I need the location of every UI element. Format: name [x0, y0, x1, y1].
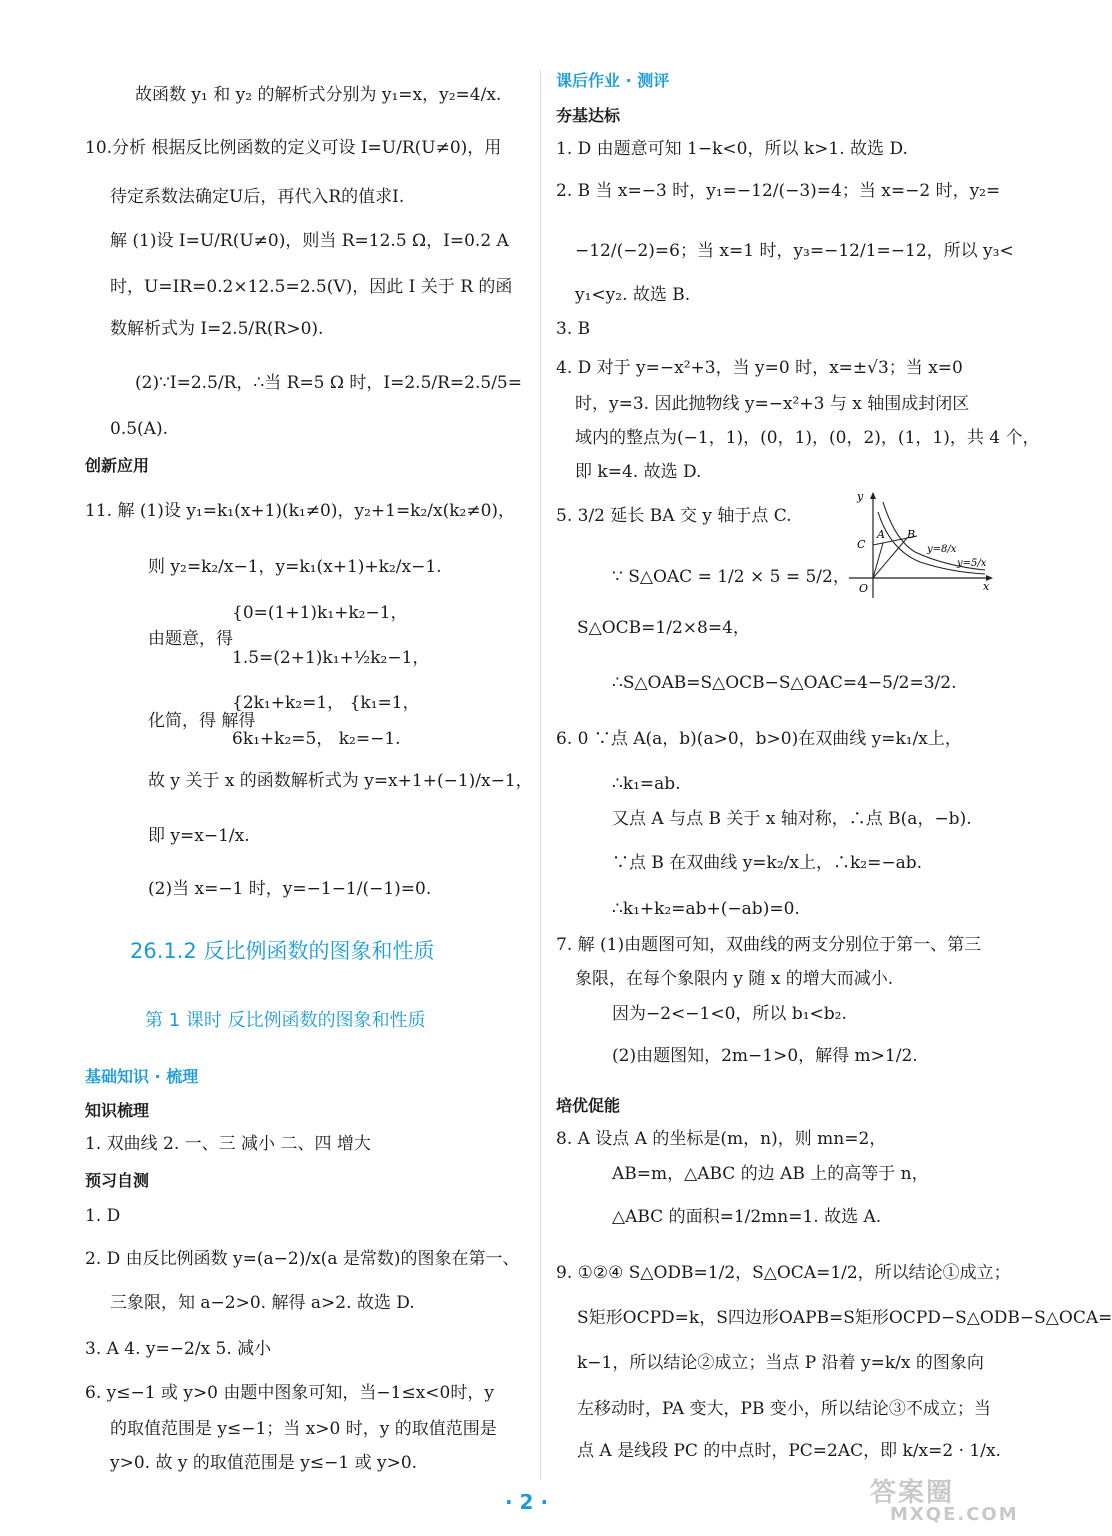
right-line: 左移动时，PA 变大，PB 变小，所以结论③不成立；当 — [577, 1399, 991, 1419]
left-line: y>0. 故 y 的取值范围是 y≤−1 或 y>0. — [110, 1453, 418, 1473]
right-line: ∴k₁=ab. — [612, 774, 681, 794]
right-line: 6. 0 ∵点 A(a，b)(a>0，b>0)在双曲线 y=k₁/x上， — [556, 729, 962, 749]
left-line: (2)当 x=−1 时，y=−1−1/(−1)=0. — [148, 879, 432, 899]
right-line: 8. A 设点 A 的坐标是(m，n)，则 mn=2， — [556, 1129, 887, 1149]
graph-label-b: B — [907, 528, 916, 541]
right-line: 9. ①②④ S△ODB=1/2，S△OCA=1/2，所以结论①成立； — [556, 1263, 1011, 1283]
graph-label-a: A — [877, 528, 885, 541]
right-line: 4. D 对于 y=−x²+3，当 y=0 时，x=±√3；当 x=0 — [556, 358, 963, 378]
right-line: S△OCB=1/2×8=4， — [577, 618, 750, 638]
hyperbola-figure — [845, 490, 995, 600]
right-line: 3. B — [556, 319, 591, 339]
left-line: 待定系数法确定U后，再代入R的值求I. — [110, 187, 405, 207]
left-line: 则 y₂=k₂/x−1，y=k₁(x+1)+k₂/x−1. — [148, 557, 442, 577]
left-line: 26.1.2 反比例函数的图象和性质 — [130, 939, 435, 963]
right-line: 夯基达标 — [556, 106, 621, 125]
left-line: 故函数 y₁ 和 y₂ 的解析式分别为 y₁=x，y₂=4/x. — [135, 85, 502, 105]
right-line: y₁<y₂. 故选 B. — [575, 285, 691, 305]
left-line: {2k₁+k₂=1， {k₁=1， — [232, 693, 420, 713]
left-line: 1. D — [85, 1206, 121, 1226]
right-line: 2. B 当 x=−3 时，y₁=−12/(−3)=4；当 x=−2 时，y₂= — [556, 181, 1001, 201]
right-line: ∴k₁+k₂=ab+(−ab)=0. — [612, 899, 800, 919]
graph-label-8x: y=8/x — [927, 544, 957, 555]
left-line: 6k₁+k₂=5， k₂=−1. — [232, 729, 401, 749]
left-line: 解 (1)设 I=U/R(U≠0)，则当 R=12.5 Ω，I=0.2 A — [110, 231, 509, 251]
left-line: 0.5(A). — [110, 419, 168, 439]
left-line: 1. 双曲线 2. 一、三 减小 二、四 增大 — [85, 1134, 371, 1154]
right-line: (2)由题图知，2m−1>0，解得 m>1/2. — [612, 1046, 918, 1066]
right-line: 7. 解 (1)由题图可知，双曲线的两支分别位于第一、第三 — [556, 935, 982, 955]
left-line: 预习自测 — [85, 1171, 150, 1190]
left-line: 即 y=x−1/x. — [148, 826, 250, 846]
left-line: 创新应用 — [85, 456, 150, 475]
left-line: {0=(1+1)k₁+k₂−1， — [232, 603, 408, 623]
left-line: 1.5=(2+1)k₁+½k₂−1， — [232, 648, 430, 668]
right-line: △ABC 的面积=1/2mn=1. 故选 A. — [612, 1207, 882, 1227]
left-line: (2)∵I=2.5/R，∴当 R=5 Ω 时，I=2.5/R=2.5/5= — [135, 373, 522, 393]
right-line: 1. D 由题意可知 1−k<0，所以 k>1. 故选 D. — [556, 139, 908, 159]
right-line: ∵点 B 在双曲线 y=k₂/x上，∴k₂=−ab. — [612, 853, 923, 873]
left-line: 由题意，得 — [148, 629, 233, 649]
left-line: 的取值范围是 y≤−1；当 x>0 时，y 的取值范围是 — [110, 1419, 497, 1439]
graph-label-5x: y=5/x — [957, 558, 987, 569]
watermark-logo — [870, 1480, 1030, 1530]
right-line: 5. 3/2 延长 BA 交 y 轴于点 C. — [556, 506, 792, 526]
right-line: 即 k=4. 故选 D. — [575, 462, 702, 482]
right-line: ∵ S△OAC = 1/2 × 5 = 5/2， — [612, 567, 850, 587]
right-line: 点 A 是线段 PC 的中点时，PC=2AC，即 k/x=2 · 1/x. — [577, 1441, 1001, 1461]
left-line: 10.分析 根据反比例函数的定义可设 I=U/R(U≠0)，用 — [85, 138, 502, 158]
right-line: k−1，所以结论②成立；当点 P 沿着 y=k/x 的图象向 — [577, 1353, 984, 1373]
right-line: S矩形OCPD=k，S四边形OAPB=S矩形OCPD−S△ODB−S△OCA= — [577, 1308, 1112, 1328]
right-line: 培优促能 — [556, 1096, 621, 1115]
right-line: 时，y=3. 因此抛物线 y=−x²+3 与 x 轴围成封闭区 — [575, 394, 970, 414]
left-line: 第 1 课时 反比例函数的图象和性质 — [145, 1010, 426, 1031]
left-line: 知识梳理 — [85, 1101, 150, 1120]
right-line: 域内的整点为(−1，1)，(0，1)，(0，2)，(1，1)，共 4 个， — [575, 428, 1040, 448]
right-line: 课后作业 · 测评 — [556, 71, 670, 90]
graph-label-y: y — [857, 490, 864, 503]
left-line: 3. A 4. y=−2/x 5. 减小 — [85, 1339, 272, 1359]
right-line: 象限，在每个象限内 y 随 x 的增大而减小. — [575, 969, 894, 989]
left-line: 时，U=IR=0.2×12.5=2.5(V)，因此 I 关于 R 的函 — [110, 277, 513, 297]
left-line: 化简，得 解得 — [148, 711, 256, 731]
column-divider — [540, 70, 541, 1480]
right-line: 因为−2<−1<0，所以 b₁<b₂. — [612, 1004, 847, 1024]
right-line: 又点 A 与点 B 关于 x 轴对称，∴点 B(a，−b). — [612, 809, 972, 829]
left-line: 11. 解 (1)设 y₁=k₁(x+1)(k₁≠0)，y₂+1=k₂/x(k₂≠0)， — [85, 501, 516, 521]
graph-label-c: C — [857, 538, 866, 551]
left-line: 数解析式为 I=2.5/R(R>0). — [110, 319, 324, 339]
left-line: 基础知识 · 梳理 — [85, 1067, 199, 1086]
right-line: −12/(−2)=6；当 x=1 时，y₃=−12/1=−12，所以 y₃< — [575, 241, 1014, 261]
watermark-line2: MXQE.COM — [890, 1504, 1019, 1525]
left-line: 三象限，知 a−2>0. 解得 a>2. 故选 D. — [110, 1293, 415, 1313]
left-line: 故 y 关于 x 的函数解析式为 y=x+1+(−1)/x−1， — [148, 771, 533, 791]
graph-label-x: x — [983, 580, 990, 593]
graph-label-o: O — [859, 582, 869, 595]
right-line: ∴S△OAB=S△OCB−S△OAC=4−5/2=3/2. — [612, 673, 957, 693]
watermark-line1: 答案圈 — [870, 1478, 955, 1508]
right-line: AB=m，△ABC 的边 AB 上的高等于 n， — [612, 1164, 929, 1184]
left-line: 2. D 由反比例函数 y=(a−2)/x(a 是常数)的图象在第一、 — [85, 1249, 520, 1269]
left-line: 6. y≤−1 或 y>0 由题中图象可知，当−1≤x<0时，y — [85, 1383, 494, 1403]
page-number: · 2 · — [505, 1490, 549, 1514]
